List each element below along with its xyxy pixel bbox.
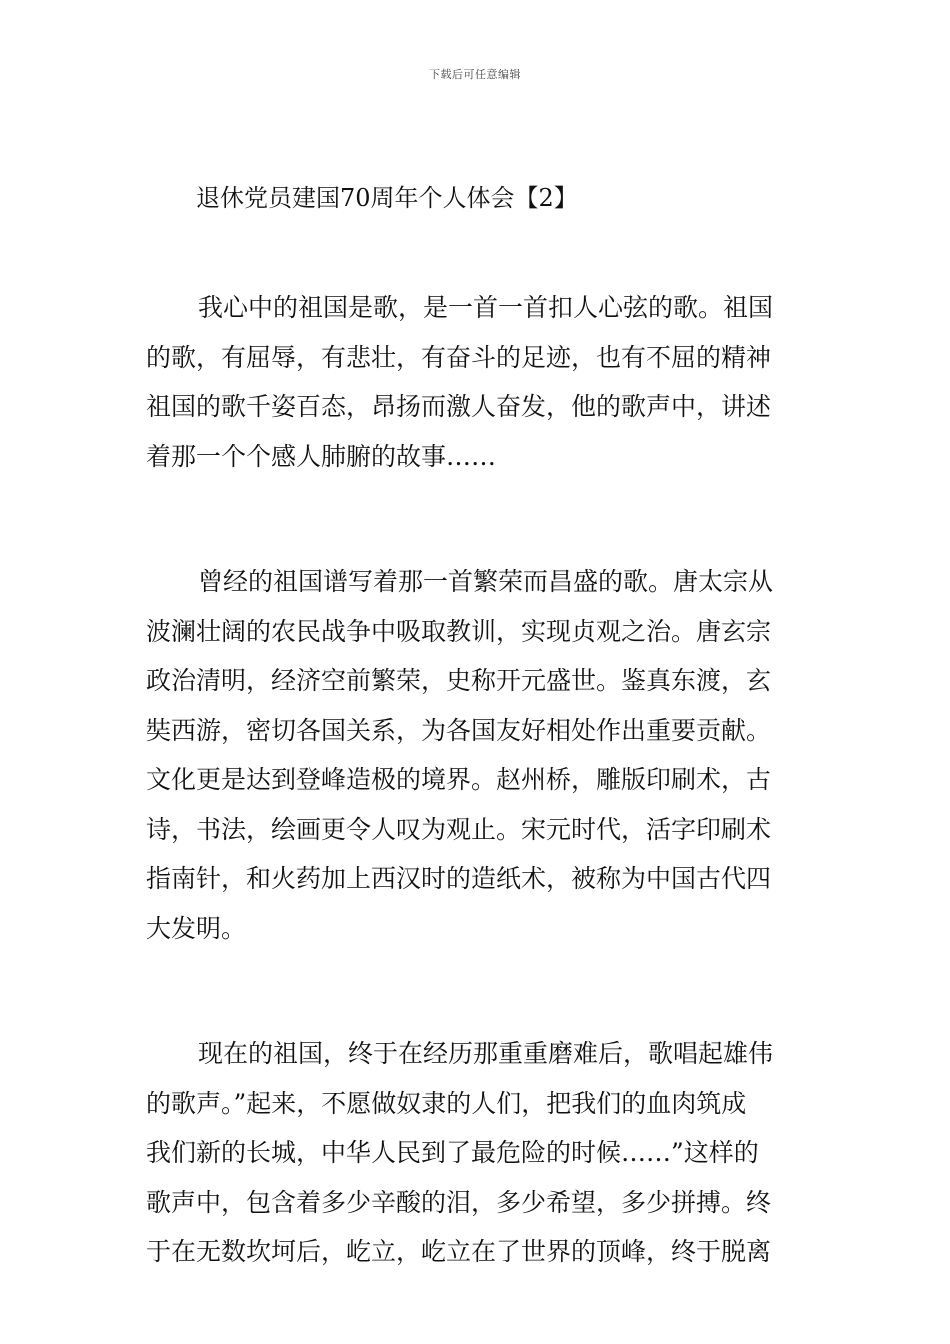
paragraph-line: 祖国的歌千姿百态，昂扬而激人奋发，他的歌声中，讲述 — [146, 392, 772, 421]
paragraph-line: 诗，书法，绘画更令人叹为观止。宋元时代，活字印刷术 — [146, 814, 772, 844]
paragraph-line: 歌声中，包含着多少辛酸的泪，多少希望，多少拼搏。终 — [146, 1187, 772, 1217]
paragraph-line: 现在的祖国，终于在经历那重重磨难后，歌唱起雄伟 — [198, 1039, 774, 1068]
header-note: 下载后可任意编辑 — [429, 68, 521, 81]
paragraph-line: 政治清明，经济空前繁荣，史称开元盛世。鉴真东渡，玄 — [146, 666, 772, 695]
paragraph-line: 曾经的祖国谱写着那一首繁荣而昌盛的歌。唐太宗从 — [198, 567, 774, 596]
paragraph-line: 波澜壮阔的农民战争中吸取教训，实现贞观之治。唐玄宗 — [146, 616, 772, 646]
paragraph-1 — [146, 283, 806, 481]
paragraph-line: 的歌，有屈辱，有悲壮，有奋斗的足迹，也有不屈的精神 — [146, 342, 772, 372]
paragraph-line: 我心中的祖国是歌，是一首一首扣人心弦的歌。祖国 — [198, 293, 774, 322]
paragraph-line: 文化更是达到登峰造极的境界。赵州桥，雕版印刷术，古 — [146, 765, 772, 794]
paragraph-2 — [146, 557, 806, 953]
document-body — [146, 178, 806, 1277]
paragraph-line: 我们新的长城，中华人民到了最危险的时候……”这样的 — [146, 1138, 759, 1167]
paragraph-line: 着那一个个感人肺腑的故事…… — [146, 441, 497, 471]
document-title: 退休党员建国70周年个人体会【2】 — [196, 184, 578, 212]
paragraph-line: 奘西游，密切各国关系，为各国友好相处作出重要贡献。 — [146, 715, 772, 745]
paragraph-line: 指南针，和火药加上西汉时的造纸术，被称为中国古代四 — [146, 864, 772, 893]
paragraph-line: 于在无数坎坷后，屹立，屹立在了世界的顶峰，终于脱离 — [146, 1237, 772, 1266]
paragraph-line: 大发明。 — [146, 913, 247, 943]
paragraph-3 — [146, 1029, 806, 1277]
paragraph-line: 的歌声。”起来，不愿做奴隶的人们，把我们的血肉筑成 — [146, 1088, 747, 1118]
